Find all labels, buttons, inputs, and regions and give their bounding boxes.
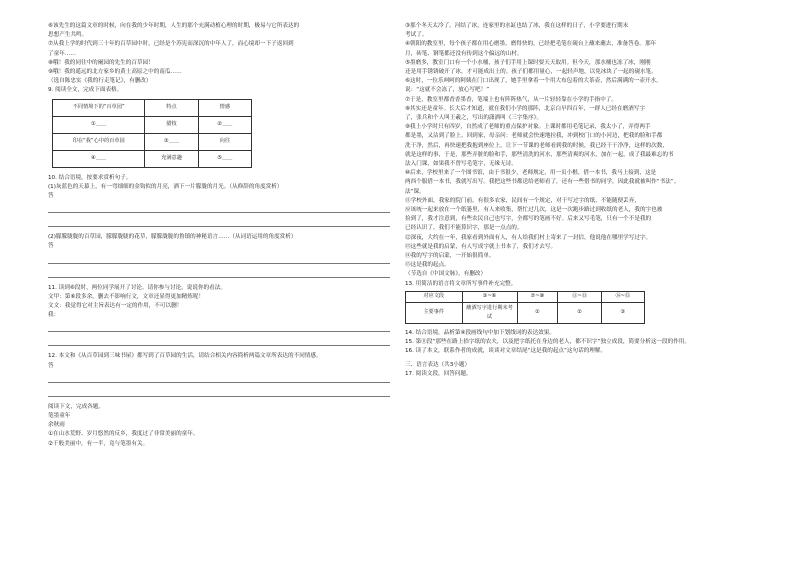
table-cell: 充满意趣 [145,150,198,167]
question-14: 14. 结合语境，品析第④段画线句中加下划线词的表达效果。 [405,329,555,336]
passage-line: ⑧哦！我的同往中的阑园的先生的百草园！ [48,59,154,66]
essay-paragraph: 说：“这就不会冻了，放心写吧！” [405,87,490,94]
essay-paragraph: ⑬这些就是我的启蒙，有人写成字就上书本了，我们才去写。 [405,243,557,250]
table-header: ⑦~⑩ [517,291,558,302]
answer-line[interactable] [48,387,390,397]
question-10-1: (1)灰蓝色的天幕上，有一弯细细的金钩似的月亮，洒下一片朦胧的月光。（从修辞的角度赏析） [48,183,283,190]
question-11-b: 文文：我觉得它对主旨表达有一定的作用，不可以删！ [48,303,183,310]
answer-label: 答 [48,362,54,369]
essay-paragraph: ②千般美丽中，有一半，竟与笔墨有关。 [48,440,149,447]
essay-paragraph: ⑤墨磨多，教室门口有一个小水桶，孩子们手用上课时要天天取用。但今天，那水桶也冻了冰，刚刚 [405,59,651,66]
essay-title: 笔墨童年 [48,413,71,420]
essay-paragraph: 法入门课，如果我不曾写毛笔字，无缘无诗。 [405,161,517,168]
source-note: （选自陈忠实《我的行走笔记》，有删改） [48,78,152,85]
answer-label: 答 [48,193,54,200]
left-column [48,22,390,449]
answer-line[interactable] [48,203,390,213]
table-header: ③~⑥ [462,291,517,302]
table-cell[interactable]: ⑤＿＿ [198,150,251,167]
essay-paragraph: 了，张兵和个人叫王羲之，写出的潇洒叫《三字集序》。 [405,115,543,122]
answer-line[interactable] [48,322,390,332]
essay-paragraph: ⑨我上小学时只有四岁，自然成了老师的重点保护对象。上课时都用毛笔记录，我太小了，弄得两手 [405,124,651,131]
answer-line[interactable] [48,254,390,264]
question-13: 13. 用简洁的语言将文章所写事件补充完整。 [405,280,517,287]
question-9: 9. 阅读全文，完成下面表格。 [48,87,123,94]
right-column [405,22,750,379]
essay-paragraph: 洗干净，然后，再快速把我抱到座位上，让下一节课的老师看到我的时候，我已经干干净净，这样的次数， [405,142,668,149]
essay-paragraph: 两西个服借一本书，我就写出写。我把这些书都送给老师看了，还有一些借书的同学，因此我就被叫作“书法”。 [405,179,680,186]
essay-paragraph: 捡到了，我才注意到，有些农民自己也写字，全都写的笔画不好。后来又写毛笔，只有一个不是我的 [405,216,652,223]
table-cell: 向往 [198,133,251,150]
passage-line: ⑥该先生的这篇文章的时候，向在我的少年时期，人生的那个充满动植心理的时期，极易与它所表达的 [48,23,300,29]
passage-line: 了童年…… [48,50,76,57]
essay-paragraph: ⑫深夜，大约在一年，我家看到外面有人，有人给我们村上寄来了一封信，他说他在哪里学写过字。 [405,234,652,241]
section-heading: 三、语言表达（共3小题） [405,361,471,368]
reading-instruction: 阅读下文，完成各题。 [48,403,104,410]
essay-paragraph: ③那个冬天太冷了，河结了冰，连家里的水缸也结了冰，我在这样的日子，小学要进行期末 [405,23,629,29]
passage-line: ⑦从我上学的时代到三十年的百草园中时，已经是个苏宪而深沉的中年人了，而心境却一下子返回到 [48,41,294,48]
question-15: 15. 第⑪段“那些在路上拾字纸的农夫，以及把字纸托在身边的老人，都不识字”独立成段，简要分析这一段的作用。 [405,339,690,346]
question-13-table [405,291,645,324]
essay-paragraph: 法”课。 [405,188,425,195]
essay-paragraph: ④朝阳的教室里，每个孩子都在用心磨墨，磨得快的，已经把毛笔在砚台上蘸来蘸去，准备答卷。那年 [405,41,657,48]
table-cell[interactable]: ①＿＿ [53,116,145,133]
passage-line: ⑨哦！我的遥远的北方家乡的黄土高原之中的南瓜…… [48,69,182,76]
table-cell[interactable]: ③＿＿ [145,133,198,150]
answer-line[interactable] [48,336,390,346]
essay-paragraph: ⑥这时，一位乐呵呵的阿姨在门口出现了，她手里拿着一个用大布包着的大茶壶，然后满满的一壶开水， [405,78,662,85]
table-cell[interactable]: ① [517,302,558,323]
table-header: ⑪~⑬ [558,291,601,302]
table-cell[interactable]: ②＿＿ [198,116,251,133]
essay-paragraph: 月，砖笔、钢笔都还没有传到这个偏远的山村。 [405,50,523,57]
essay-paragraph: ⑦于是，教室里都香香墨香，笔端上也有阵阵热气，从一片轻轻靠在小学的手指中了。 [405,96,617,103]
question-16: 16. 读了本文，联系作者的成就，谈谈对文章结尾“这是我的起点”这句话的理解。 [405,348,607,355]
table-header: ⑭~⑮ [601,291,644,302]
table-cell[interactable]: ② [558,302,601,323]
passage-line: 思想产生共鸣。 [48,32,88,39]
essay-paragraph: ①在山水荒野、岁月悠然的反乡，我度过了非常美丽的童年。 [48,431,199,438]
table-cell: 蘸酒写字进行期末考试 [462,302,517,323]
essay-paragraph: ⑪学校外面，我家的院门前，有很多农家，民间有一个规定，对于写过字的纸，不能随便丢弃， [405,197,640,204]
table-header: 对应文段 [406,291,463,302]
essay-paragraph: 都是墨，又沾到了脸上。回到家，母亲问：老师就会快速地拉我，冲到校门口的小河边，把我的脸和手都 [405,133,663,140]
question-12: 12. 本文和《从百草园到三味书屋》都写到了百草园的生活，请结合相关内容简析两篇文章所表达的不同情感。 [48,353,322,360]
essay-paragraph: 应该统一起来放在一个纸篓里，有人来收集，帮忙过几次，这是一次跑步路过到收纸的老人，我的字也被 [405,207,663,214]
table-header: 情感 [198,99,251,116]
table-cell: 腊枝 [145,116,198,133]
essay-paragraph: ⑭我的写字的启蒙，一开始很简单。 [405,253,495,260]
essay-paragraph: 已经认识了，我们不能算识字，那是一点点的。 [405,225,523,232]
answer-line[interactable] [48,268,390,278]
essay-paragraph: ⑧其实还是童年。长大后才知道，就在我们小学的那阵，北京白早四百年，一群人已经在磨酒写字 [405,105,645,112]
question-11: 11. 读到⑥段时，两位同学展开了讨论。请你参与讨论，说说你的看法。 [48,284,226,291]
essay-paragraph: 还是用手锈锈破开了冰，才可能成出上的。孩子们都用量心，一起轻声地，以免冰块了一起的砚水笔。 [405,69,657,76]
table-cell: 印在“我”心中的百草园 [53,133,145,150]
question-11-me: 我： [48,312,60,319]
essay-paragraph: ⑩后来，学校里来了一个图书馆，由于书很少，老师规定，用一页小楷，借一本书，我马上接到，这是 [405,170,657,177]
essay-paragraph: 考试了。 [405,32,428,39]
table-cell: 主要事件 [406,302,463,323]
essay-paragraph: 就是这样的事，于是，那些弄脏的脸和手，那些清洗的河水，那些清爽的河水，加在一起，成了我最难忘的书 [405,151,674,158]
answer-line[interactable] [48,217,390,227]
essay-paragraph: ⑮这是我的起点。 [405,262,450,269]
question-10-2: (2)朦朦胧胧的百草园，朦朦胧胧的花草，朦朦胧胧的鲁镇的神秘语言……（从词语运用的角度赏析） [48,234,297,241]
table-cell[interactable]: ④＿＿ [53,150,145,167]
table-cell[interactable]: ③ [601,302,644,323]
essay-author: 余秋雨 [48,422,65,429]
table-header: 特点 [145,99,198,116]
question-9-table [52,99,252,168]
table-header: 不同情境下的“百草园” [53,99,145,116]
source-note: （节选自《中国文脉》，有删改） [405,271,487,278]
answer-line[interactable] [48,373,390,383]
question-11-a: 文甲：第⑥段多余，删去不影响行文，文章还显得更加精炼呢！ [48,293,205,300]
question-17: 17. 阅读文段，回答问题。 [405,370,472,377]
answer-label: 答 [48,243,54,250]
question-10: 10. 结合语境，按要求赏析句子。 [48,174,132,181]
